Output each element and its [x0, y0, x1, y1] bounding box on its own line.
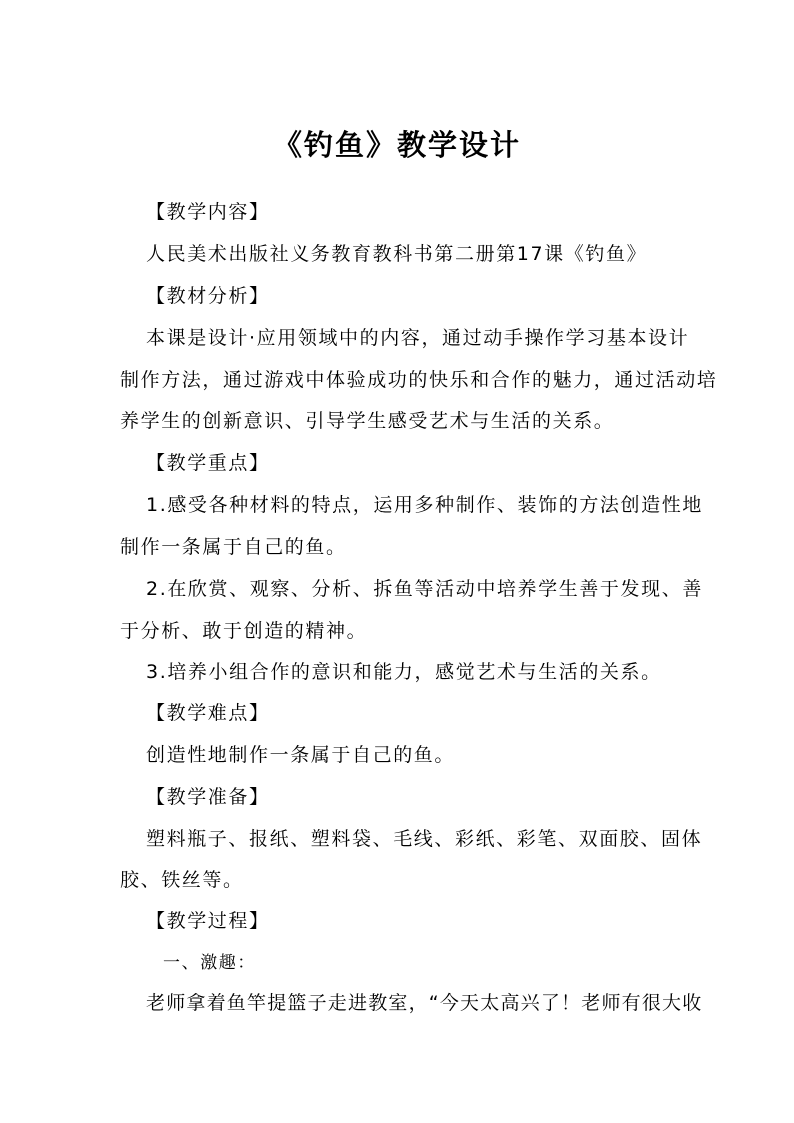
analysis-line: 制作方法，通过游戏中体验成功的快乐和合作的魅力，通过活动培	[120, 369, 718, 391]
document-title: 《钓鱼》教学设计	[272, 128, 521, 162]
key-point-line: 2.在欣赏、观察、分析、拆鱼等活动中培养学生善于发现、善	[146, 578, 703, 600]
key-point-line: 于分析、敢于创造的精神。	[120, 620, 368, 642]
key-point-line: 3.培养小组合作的意识和能力，感觉艺术与生活的关系。	[146, 661, 662, 683]
section-heading-preparation: 【教学准备】	[146, 786, 270, 808]
key-point-line: 制作一条属于自己的鱼。	[120, 536, 347, 558]
difficulties-body: 创造性地制作一条属于自己的鱼。	[146, 744, 456, 766]
analysis-line: 养学生的创新意识、引导学生感受艺术与生活的关系。	[120, 410, 615, 432]
process-line: 老师拿着鱼竿提篮子走进教室，“今天太高兴了！老师有很大收	[146, 992, 703, 1014]
section-heading-difficulties: 【教学难点】	[146, 702, 270, 724]
section-heading-analysis: 【教材分析】	[146, 285, 270, 307]
process-step-heading: 一、激趣：	[163, 953, 256, 973]
section-heading-content: 【教学内容】	[146, 201, 270, 223]
content-body: 人民美术出版社义务教育教科书第二册第17课《钓鱼》	[146, 243, 648, 265]
preparation-line: 塑料瓶子、报纸、塑料袋、毛线、彩纸、彩笔、双面胶、固体	[146, 828, 703, 850]
analysis-line: 本课是设计·应用领域中的内容，通过动手操作学习基本设计	[146, 327, 690, 349]
section-heading-process: 【教学过程】	[146, 910, 270, 932]
preparation-line: 胶、铁丝等。	[120, 869, 244, 891]
key-point-line: 1.感受各种材料的特点，运用多种制作、装饰的方法创造性地	[146, 494, 703, 516]
section-heading-key-points: 【教学重点】	[146, 452, 270, 474]
